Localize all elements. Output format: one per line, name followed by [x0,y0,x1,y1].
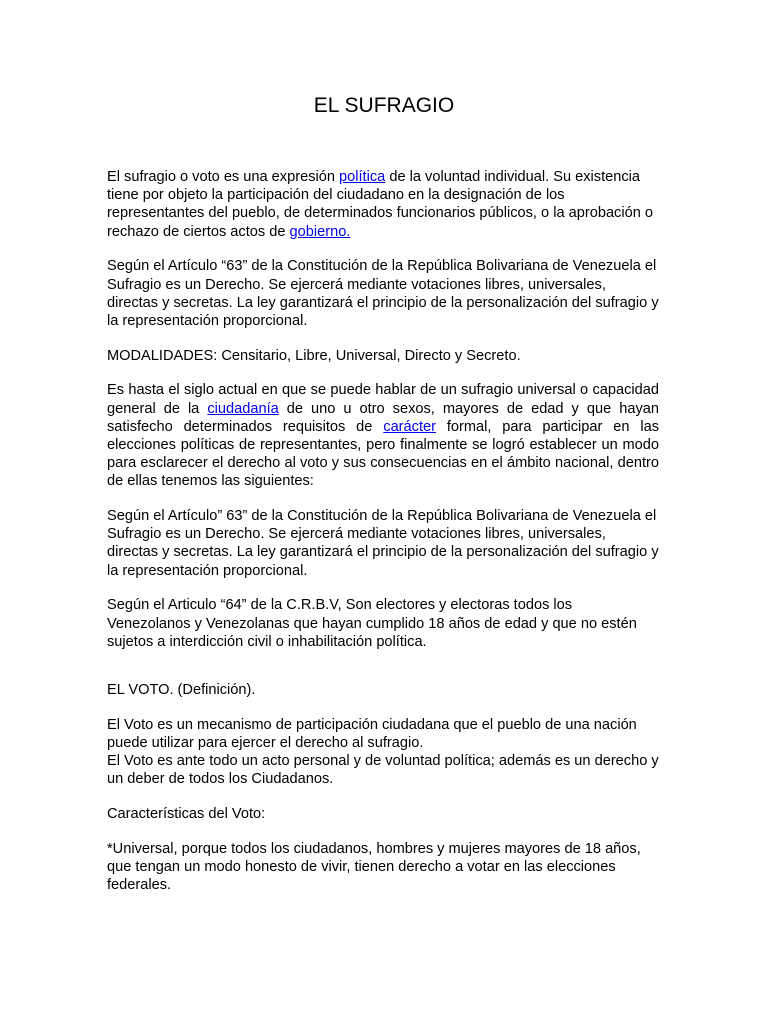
paragraph-voto-mecanismo: El Voto es un mecanismo de participación ciudadana que el pueblo de una nación puede utilizar para ejercer el derecho al sufragio. [107,716,637,751]
paragraph-definition: El sufragio o voto es una expresión política de la voluntad individual. Su existencia tiene por objeto la participación del ciudadano en la designación de los representantes del pueblo, de determinados funcionarios públicos, o la aprobación o rechazo de ciertos actos de gobierno. [107,169,654,240]
document-body [107,168,659,911]
paragraph-universal: *Universal, porque todos los ciudadanos, hombres y mujeres mayores de 18 años, que tengan un modo honesto de vivir, tienen derecho a votar en las elecciones federales. [107,840,641,894]
paragraph-article-63: Según el Artículo “63” de la Constitución de la República Bolivariana de Venezuela el Sufragio es un Derecho. Se ejercerá mediante votaciones libres, universales, directas y secretas. La ley garantizará el principio de la personalización del sufragio y la representación proporcional. [107,258,659,329]
section-heading-caracteristicas: Características del Voto: [107,805,266,822]
link-politica[interactable]: política [339,169,386,185]
paragraph-voto-acto-personal: El Voto es ante todo un acto personal y de voluntad política; además es un derecho y un deber de todos los Ciudadanos. [107,753,659,788]
paragraph-sufragio-universal: Es hasta el siglo actual en que se puede hablar de un sufragio universal o capacidad general de la ciudadanía de uno u otro sexos, mayores de edad y que hayan satisfecho determinados requisitos de carácter formal, para participar en las elecciones políticas de representantes, pero finalmente se logró establecer un modo para esclarecer el derecho al voto y sus consecuencias en el ámbito nacional, dentro de ellas tenemos las siguientes: [107,382,659,490]
paragraph-article-64: Según el Articulo “64” de la C.R.B.V, Son electores y electoras todos los Venezolanos y Venezolanas que hayan cumplido 18 años de edad y que no estén sujetos a interdicción civil o inhabilitación política. [107,597,637,650]
section-heading-el-voto: EL VOTO. (Definición). [107,681,256,698]
link-ciudadania[interactable]: ciudadanía [207,400,279,417]
link-gobierno[interactable]: gobierno. [289,223,351,240]
paragraph-modalidades: MODALIDADES: Censitario, Libre, Universal, Directo y Secreto. [107,347,521,364]
link-caracter[interactable]: carácter [383,418,436,435]
paragraph-article-63-repeat: Según el Artículo” 63” de la Constitución de la República Bolivariana de Venezuela el Sufragio es un Derecho. Se ejercerá mediante votaciones libres, universales, directas y secretas. La ley garantizará el principio de la personalización del sufragio y la representación proporcional. [107,508,659,579]
page-title: EL SUFRAGIO [313,94,455,117]
